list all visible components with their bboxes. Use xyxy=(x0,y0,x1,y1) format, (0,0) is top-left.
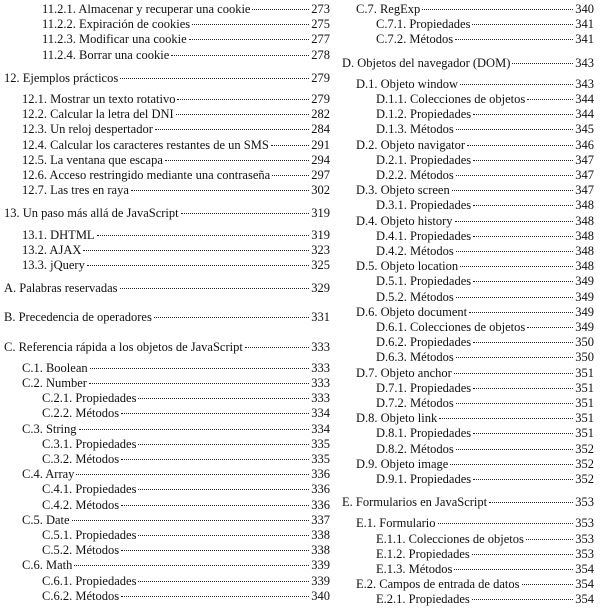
toc-page-number: 347 xyxy=(575,152,594,167)
toc-entry[interactable] xyxy=(376,471,594,487)
toc-leader-dots xyxy=(271,145,309,146)
toc-entry-label: D.5. Objeto location xyxy=(356,259,459,274)
toc-leader-dots xyxy=(252,9,309,10)
toc-entry[interactable] xyxy=(356,258,594,274)
toc-chapter-entry[interactable] xyxy=(4,309,330,325)
toc-page-number: 353 xyxy=(575,531,594,546)
toc-page-number: 275 xyxy=(311,17,330,32)
toc-entry-label: D.9.1. Propiedades xyxy=(376,472,472,486)
toc-entry-label: 12.1. Mostrar un texto rotativo xyxy=(22,92,176,106)
toc-entry-label: D.6.1. Colecciones de objetos xyxy=(376,320,526,334)
toc-page-number: 351 xyxy=(575,411,594,426)
toc-leader-dots xyxy=(454,373,573,374)
toc-leader-dots xyxy=(74,565,309,566)
toc-entry-label: E.2.1. Propiedades xyxy=(376,592,470,607)
toc-page-number: 333 xyxy=(311,360,330,375)
toc-leader-dots xyxy=(512,63,573,64)
toc-entry[interactable] xyxy=(376,106,594,122)
toc-leader-dots xyxy=(456,129,573,130)
toc-entry[interactable] xyxy=(42,497,330,513)
toc-page-number: 279 xyxy=(311,92,330,106)
toc-leader-dots xyxy=(120,288,310,289)
toc-page-number: 345 xyxy=(575,122,594,137)
toc-entry-label: 12.4. Calcular los caracteres restantes de un SMS xyxy=(22,137,269,152)
toc-page-number: 323 xyxy=(311,242,330,257)
toc-entry-label: D.3. Objeto screen xyxy=(356,183,450,198)
toc-leader-dots xyxy=(121,550,309,551)
toc-entry-label: D.7.1. Propiedades xyxy=(376,380,472,395)
toc-entry-label: C.3.1. Propiedades xyxy=(42,436,137,451)
toc-page-number: 284 xyxy=(311,122,330,137)
toc-entry-label: D.1.1. Colecciones de objetos xyxy=(376,92,526,106)
toc-leader-dots xyxy=(526,539,573,540)
toc-leader-dots xyxy=(473,342,573,343)
toc-entry[interactable] xyxy=(42,47,330,63)
toc-page-number: 350 xyxy=(575,350,594,365)
toc-entry-label: D.1.2. Propiedades xyxy=(376,107,472,122)
toc-entry-label: E. Formularios en JavaScript xyxy=(342,495,488,510)
toc-chapter-entry[interactable] xyxy=(342,55,594,71)
toc-entry[interactable] xyxy=(356,182,594,198)
toc-leader-dots xyxy=(473,433,573,434)
toc-entry-label: D.2.2. Métodos xyxy=(376,168,454,182)
toc-page-number: 338 xyxy=(311,543,330,558)
toc-entry-label: C.7. RegExp xyxy=(356,2,421,16)
toc-entry[interactable] xyxy=(356,365,594,381)
toc-leader-dots xyxy=(473,236,573,237)
toc-entry[interactable] xyxy=(376,31,594,47)
toc-entry-label: C. Referencia rápida a los objetos de JavaScript xyxy=(4,339,243,354)
toc-entry[interactable] xyxy=(22,375,330,391)
toc-entry-label: D.6.2. Propiedades xyxy=(376,335,472,350)
toc-page-number: 347 xyxy=(575,168,594,182)
toc-leader-dots xyxy=(472,554,574,555)
toc-entry[interactable] xyxy=(356,576,594,592)
toc-page-number: 352 xyxy=(575,441,594,456)
toc-page-number: 333 xyxy=(311,391,330,406)
toc-page-number: 319 xyxy=(311,227,330,242)
toc-page-number: 335 xyxy=(311,452,330,466)
toc-entry[interactable] xyxy=(356,456,594,472)
toc-leader-dots xyxy=(272,175,309,176)
toc-entry[interactable] xyxy=(376,546,594,562)
toc-page-number: 294 xyxy=(311,152,330,167)
toc-entry[interactable] xyxy=(22,257,330,273)
toc-entry[interactable] xyxy=(42,451,330,467)
toc-leader-dots xyxy=(472,24,573,25)
toc-entry[interactable] xyxy=(376,289,594,305)
toc-page-number: 273 xyxy=(311,2,330,16)
toc-entry-label: E.1.3. Métodos xyxy=(376,562,453,576)
toc-entry-label: C.2. Number xyxy=(22,376,87,390)
toc-entry[interactable] xyxy=(376,591,594,607)
toc-leader-dots xyxy=(83,250,309,251)
toc-entry-label: 12.2. Calcular la letra del DNI xyxy=(22,107,174,122)
toc-leader-dots xyxy=(120,78,309,79)
toc-leader-dots xyxy=(469,312,573,313)
toc-entry-label: D.5.1. Propiedades xyxy=(376,274,472,289)
toc-leader-dots xyxy=(155,129,309,130)
toc-page-number: 297 xyxy=(311,168,330,182)
toc-page-number: 353 xyxy=(575,516,594,531)
toc-entry[interactable] xyxy=(376,531,594,547)
toc-leader-dots xyxy=(192,24,309,25)
toc-entry-label: 12.6. Acceso restringido mediante una contraseña xyxy=(22,168,271,182)
toc-entry-label: D.7.2. Métodos xyxy=(376,396,454,410)
toc-entry[interactable] xyxy=(356,304,594,320)
toc-leader-dots xyxy=(176,114,310,115)
toc-chapter-entry[interactable] xyxy=(342,494,594,510)
toc-entry-label: D.2.1. Propiedades xyxy=(376,152,472,167)
toc-page-number: 338 xyxy=(311,528,330,542)
toc-page-number: 325 xyxy=(311,258,330,272)
toc-entry-label: 12. Ejemplos prácticos xyxy=(4,70,119,85)
toc-leader-dots xyxy=(121,596,309,597)
toc-entry-label: D.1.3. Métodos xyxy=(376,122,454,137)
toc-entry[interactable] xyxy=(22,227,330,243)
toc-entry[interactable] xyxy=(42,16,330,32)
toc-page-number: 344 xyxy=(575,107,594,122)
toc-entry-label: D.4. Objeto history xyxy=(356,213,453,228)
toc-leader-dots xyxy=(456,357,573,358)
toc-entry-label: C.5.2. Métodos xyxy=(42,543,120,558)
toc-leader-dots xyxy=(473,160,573,161)
toc-leader-dots xyxy=(450,464,573,465)
toc-page-number: 341 xyxy=(575,17,594,32)
toc-entry-label: E.1.2. Propiedades xyxy=(376,546,470,561)
toc-leader-dots xyxy=(439,418,573,419)
toc-page-number: 336 xyxy=(311,482,330,497)
toc-entry[interactable] xyxy=(22,466,330,482)
toc-entry-label: E.1.1. Colecciones de objetos xyxy=(376,531,524,546)
toc-page-number: 354 xyxy=(575,577,594,592)
toc-entry[interactable] xyxy=(22,512,330,528)
toc-entry[interactable] xyxy=(42,405,330,421)
toc-entry[interactable] xyxy=(22,182,330,198)
toc-entry-label: D.8.2. Métodos xyxy=(376,441,454,456)
toc-leader-dots xyxy=(460,84,573,85)
toc-entry[interactable] xyxy=(42,527,330,543)
toc-entry[interactable] xyxy=(42,390,330,406)
toc-leader-dots xyxy=(154,317,309,318)
toc-entry[interactable] xyxy=(356,76,594,92)
toc-page-number: 278 xyxy=(311,47,330,62)
toc-entry[interactable] xyxy=(22,360,330,376)
toc-entry[interactable] xyxy=(42,542,330,558)
toc-page-number: 339 xyxy=(311,573,330,588)
toc-entry[interactable] xyxy=(376,167,594,183)
toc-entry-label: 13.1. DHTML xyxy=(22,227,95,242)
toc-entry-label: C.6.2. Métodos xyxy=(42,588,120,603)
toc-entry[interactable] xyxy=(22,152,330,168)
toc-leader-dots xyxy=(76,474,309,475)
toc-entry[interactable] xyxy=(376,395,594,411)
toc-page-number: 336 xyxy=(311,497,330,512)
toc-entry-label: C.2.2. Métodos xyxy=(42,406,120,421)
toc-page-number: 343 xyxy=(575,55,594,70)
toc-leader-dots xyxy=(90,368,310,369)
toc-page-number: 329 xyxy=(311,281,330,296)
toc-entry[interactable] xyxy=(376,441,594,457)
toc-entry-label: E.1. Formulario xyxy=(356,516,436,531)
toc-entry-label: D.3.1. Propiedades xyxy=(376,198,472,213)
toc-entry[interactable] xyxy=(42,588,330,604)
toc-leader-dots xyxy=(438,523,574,524)
toc-entry[interactable] xyxy=(356,410,594,426)
toc-entry-label: 12.3. Un reloj despertador xyxy=(22,122,153,137)
toc-entry[interactable] xyxy=(356,137,594,153)
toc-entry-label: 11.2.2. Expiración de cookies xyxy=(42,17,191,32)
toc-entry-label: D.6.3. Métodos xyxy=(376,350,454,365)
toc-leader-dots xyxy=(467,145,573,146)
toc-leader-dots xyxy=(189,39,310,40)
toc-page-number: 302 xyxy=(311,183,330,198)
toc-page-number: 347 xyxy=(575,183,594,198)
toc-page-number: 333 xyxy=(311,339,330,354)
toc-page-number: 351 xyxy=(575,380,594,395)
toc-entry-label: C.5. Date xyxy=(22,512,70,527)
toc-leader-dots xyxy=(165,160,309,161)
toc-entry-label: A. Palabras reservadas xyxy=(4,281,118,296)
toc-chapter-entry[interactable] xyxy=(4,70,330,86)
toc-leader-dots xyxy=(89,383,309,384)
toc-chapter-entry[interactable] xyxy=(4,205,330,221)
toc-leader-dots xyxy=(489,502,573,503)
toc-page-number: 335 xyxy=(311,436,330,451)
toc-entry[interactable] xyxy=(376,561,594,577)
toc-entry-label: D.2. Objeto navigator xyxy=(356,137,466,152)
toc-page-number: 334 xyxy=(311,406,330,421)
toc-page-number: 354 xyxy=(575,562,594,576)
toc-leader-dots xyxy=(473,114,573,115)
toc-page-number: 334 xyxy=(311,421,330,436)
toc-entry-label: E.2. Campos de entrada de datos xyxy=(356,577,520,592)
toc-entry[interactable] xyxy=(22,106,330,122)
toc-leader-dots xyxy=(177,99,309,100)
toc-page-number: 319 xyxy=(311,206,330,221)
toc-leader-dots xyxy=(522,584,574,585)
toc-entry-label: B. Precedencia de operadores xyxy=(4,310,152,325)
toc-page-number: 341 xyxy=(575,32,594,47)
toc-entry[interactable] xyxy=(376,91,594,107)
toc-leader-dots xyxy=(527,327,573,328)
toc-entry[interactable] xyxy=(42,1,330,17)
toc-entry[interactable] xyxy=(376,121,594,137)
toc-entry-label: C.4.2. Métodos xyxy=(42,497,120,512)
toc-entry-label: C.2.1. Propiedades xyxy=(42,391,137,406)
toc-entry-label: D.4.1. Propiedades xyxy=(376,228,472,243)
toc-page-number: 352 xyxy=(575,456,594,471)
toc-leader-dots xyxy=(455,221,574,222)
toc-entry[interactable] xyxy=(22,121,330,137)
toc-page-number: 348 xyxy=(575,213,594,228)
toc-entry-label: C.5.1. Propiedades xyxy=(42,528,137,542)
toc-page-number: 351 xyxy=(575,365,594,380)
toc-page-number: 348 xyxy=(575,259,594,274)
toc-entry-label: 13.3. jQuery xyxy=(22,258,85,272)
toc-entry-label: 11.2.1. Almacenar y recuperar una cookie xyxy=(42,2,251,16)
toc-page-number: 349 xyxy=(575,320,594,334)
toc-entry-label: C.6. Math xyxy=(22,558,73,573)
toc-entry-label: 11.2.4. Borrar una cookie xyxy=(42,47,170,62)
toc-page-number: 348 xyxy=(575,228,594,243)
toc-leader-dots xyxy=(131,190,309,191)
toc-leader-dots xyxy=(121,413,309,414)
toc-page-number: 348 xyxy=(575,244,594,258)
toc-entry-label: D. Objetos del navegador (DOM) xyxy=(342,55,511,70)
toc-page-number: 346 xyxy=(575,137,594,152)
toc-leader-dots xyxy=(121,459,309,460)
toc-leader-dots xyxy=(138,581,309,582)
toc-entry[interactable] xyxy=(22,137,330,153)
toc-page-number: 279 xyxy=(311,70,330,85)
toc-page-number: 344 xyxy=(575,92,594,106)
toc-leader-dots xyxy=(472,599,574,600)
toc-entry-label: D.6. Objeto document xyxy=(356,304,468,319)
toc-page-number: 352 xyxy=(575,472,594,486)
toc-entry[interactable] xyxy=(22,91,330,107)
toc-leader-dots xyxy=(422,9,573,10)
toc-entry-label: C.7.2. Métodos xyxy=(376,32,454,47)
toc-entry-label: D.8.1. Propiedades xyxy=(376,426,472,441)
toc-page-number: 331 xyxy=(311,310,330,325)
toc-page-number: 337 xyxy=(311,512,330,527)
toc-entry[interactable] xyxy=(376,228,594,244)
toc-entry[interactable] xyxy=(356,515,594,531)
toc-entry[interactable] xyxy=(22,421,330,437)
toc-entry-label: C.3.2. Métodos xyxy=(42,452,120,466)
toc-leader-dots xyxy=(138,398,309,399)
toc-page-number: 353 xyxy=(575,546,594,561)
toc-entry-label: C.3. String xyxy=(22,421,77,436)
toc-leader-dots xyxy=(452,190,574,191)
toc-leader-dots xyxy=(138,489,309,490)
toc-entry-label: D.7. Objeto anchor xyxy=(356,365,452,380)
toc-entry[interactable] xyxy=(376,197,594,213)
toc-entry[interactable] xyxy=(22,557,330,573)
toc-entry-label: 12.5. La ventana que escapa xyxy=(22,152,163,167)
toc-leader-dots xyxy=(456,175,573,176)
toc-page-number: 277 xyxy=(311,32,330,47)
toc-page-number: 351 xyxy=(575,426,594,441)
toc-entry-label: D.8. Objeto link xyxy=(356,411,438,426)
toc-page-number: 349 xyxy=(575,289,594,304)
toc-entry[interactable] xyxy=(356,213,594,229)
toc-entry-label: 12.7. Las tres en raya xyxy=(22,183,129,198)
toc-leader-dots xyxy=(79,429,310,430)
toc-entry-label: D.9. Objeto image xyxy=(356,456,449,471)
toc-entry[interactable] xyxy=(376,349,594,365)
toc-entry[interactable] xyxy=(376,334,594,350)
toc-entry[interactable] xyxy=(376,425,594,441)
toc-leader-dots xyxy=(460,266,573,267)
toc-page-number: 354 xyxy=(575,592,594,607)
toc-page-number: 348 xyxy=(575,198,594,213)
toc-leader-dots xyxy=(473,281,573,282)
toc-entry[interactable] xyxy=(376,16,594,32)
toc-leader-dots xyxy=(527,99,573,100)
toc-entry-label: 11.2.3. Modificar una cookie xyxy=(42,32,187,47)
toc-leader-dots xyxy=(456,403,573,404)
toc-page-number: 336 xyxy=(311,467,330,482)
toc-entry[interactable] xyxy=(42,481,330,497)
toc-page-number: 350 xyxy=(575,335,594,350)
toc-page-number: 343 xyxy=(575,76,594,91)
toc-leader-dots xyxy=(171,55,309,56)
toc-chapter-entry[interactable] xyxy=(4,280,330,296)
toc-page-number: 349 xyxy=(575,274,594,289)
toc-entry[interactable] xyxy=(376,273,594,289)
toc-entry[interactable] xyxy=(376,319,594,335)
toc-leader-dots xyxy=(181,213,310,214)
toc-entry[interactable] xyxy=(42,436,330,452)
toc-entry[interactable] xyxy=(376,152,594,168)
toc-leader-dots xyxy=(456,251,573,252)
toc-entry-label: C.6.1. Propiedades xyxy=(42,573,137,588)
toc-page-number: 340 xyxy=(575,2,594,16)
toc-entry-label: D.1. Objeto window xyxy=(356,76,459,91)
toc-leader-dots xyxy=(97,235,310,236)
toc-page-number: 349 xyxy=(575,304,594,319)
toc-leader-dots xyxy=(121,505,309,506)
toc-page-number: 333 xyxy=(311,376,330,390)
toc-entry-label: C.4. Array xyxy=(22,467,75,482)
toc-leader-dots xyxy=(138,535,309,536)
toc-page-number: 351 xyxy=(575,396,594,410)
toc-leader-dots xyxy=(473,479,573,480)
toc-entry[interactable] xyxy=(42,31,330,47)
toc-leader-dots xyxy=(454,569,573,570)
toc-page-number: 282 xyxy=(311,107,330,122)
toc-entry-label: 13.2. AJAX xyxy=(22,242,82,257)
toc-leader-dots xyxy=(455,39,573,40)
toc-leader-dots xyxy=(245,347,309,348)
toc-leader-dots xyxy=(473,205,573,206)
toc-entry[interactable] xyxy=(356,1,594,17)
toc-entry-label: D.5.2. Métodos xyxy=(376,289,454,304)
toc-entry-label: 13. Un paso más allá de JavaScript xyxy=(4,206,179,221)
toc-entry[interactable] xyxy=(42,573,330,589)
toc-leader-dots xyxy=(138,444,309,445)
toc-entry-label: C.7.1. Propiedades xyxy=(376,17,471,32)
toc-entry[interactable] xyxy=(22,167,330,183)
toc-page-number: 291 xyxy=(311,137,330,152)
toc-page-number: 339 xyxy=(311,558,330,573)
toc-leader-dots xyxy=(473,388,573,389)
toc-entry-label: D.4.2. Métodos xyxy=(376,244,454,258)
toc-page-number: 340 xyxy=(311,588,330,603)
toc-entry[interactable] xyxy=(22,242,330,258)
toc-chapter-entry[interactable] xyxy=(4,339,330,355)
toc-entry[interactable] xyxy=(376,243,594,259)
toc-leader-dots xyxy=(456,297,573,298)
toc-page-number: 353 xyxy=(575,495,594,510)
toc-leader-dots xyxy=(87,265,309,266)
toc-entry-label: C.1. Boolean xyxy=(22,360,88,375)
toc-entry-label: C.4.1. Propiedades xyxy=(42,482,137,497)
toc-leader-dots xyxy=(456,449,573,450)
toc-leader-dots xyxy=(72,520,310,521)
toc-entry[interactable] xyxy=(376,380,594,396)
